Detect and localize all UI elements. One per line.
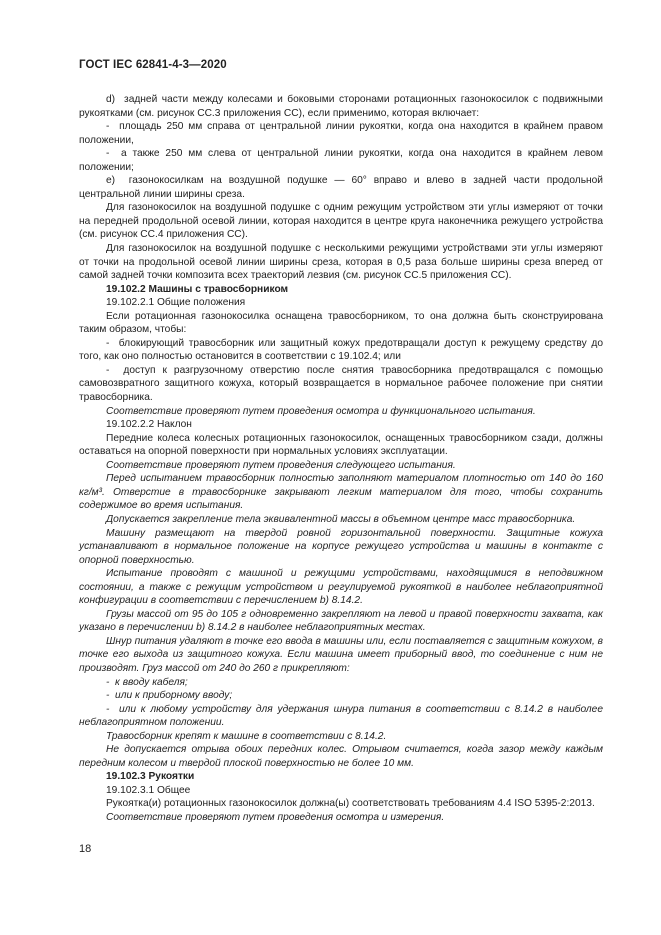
list-item: - или к приборному вводу; <box>106 690 233 702</box>
paragraph: d) задней части между колесами и боковыми сторонами ротационных газонокосилок с подвижными рукоятками (см. рисунок СС.3 приложения СС), если применимо, которая включает: <box>79 94 603 119</box>
section-heading: 19.102.3 Рукоятки <box>106 771 195 783</box>
test-paragraph: Перед испытанием травосборник полностью заполняют материалом плотностью от 140 до 160 кг/м³. Отверстие в травосборнике закрывают легким материалом для того, чтобы сохранить содержимое во время испытания. <box>79 473 603 512</box>
paragraph: Рукоятка(и) ротационных газонокосилок должна(ы) соответствовать требованиям 4.4 ISO 5395-2:2013. <box>106 798 595 810</box>
paragraph: Если ротационная газонокосилка оснащена травосборником, то она должна быть сконструирована таким образом, чтобы: <box>79 310 603 336</box>
list-item: - блокирующий травосборник или защитный кожух предотвращали доступ к режущему средству до того, как оно полностью остановится в соответствии с 19.102.4; или <box>79 337 603 363</box>
compliance-note: Соответствие проверяют путем проведения следующего испытания. <box>106 459 456 471</box>
page-number: 18 <box>79 843 92 855</box>
compliance-note: Соответствие проверяют путем проведения осмотра и измерения. <box>106 811 445 823</box>
list-item: - или к любому устройству для удержания шнура питания в соответствии с 8.14.2 в наиболее неблагоприятном положении. <box>79 703 603 729</box>
test-paragraph: Травосборник крепят к машине в соответствии с 8.14.2. <box>106 730 387 742</box>
subsection-heading: 19.102.2.1 Общие положения <box>106 297 246 309</box>
list-item: - к вводу кабеля; <box>106 676 188 688</box>
document-body <box>79 93 603 825</box>
section-heading: 19.102.2 Машины с травосборником <box>106 283 289 295</box>
paragraph: Для газонокосилок на воздушной подушке с несколькими режущими устройствами эти углы измеряют от точки на продольной осевой линии ширины среза, которая в 0,5 раза больше ширины среза вперед от самой задней точки композита всех траекторий лезвия (см. рисунок СС.5 приложения СС). <box>79 243 603 282</box>
document-header: ГОСТ IEC 62841-4-3—2020 <box>79 59 227 71</box>
compliance-note: Соответствие проверяют путем проведения осмотра и функционального испытания. <box>106 405 536 417</box>
test-paragraph: Испытание проводят с машиной и режущими устройствами, находящимися в неподвижном состоянии, а также с режущим устройством и регулируемой рукояткой в наиболее неблагоприятной конфигурации в соответствии с перечислением b) 8.14.2. <box>79 568 603 607</box>
list-item: - доступ к разгрузочному отверстию после снятия травосборника предотвращался с помощью самовозвратного защитного кожуха, который возвращается в нормальное рабочее положение при снятии травосборника. <box>79 364 603 404</box>
paragraph: е) газонокосилкам на воздушной подушке — 60° вправо и влево в задней части продольной центральной линии ширины среза. <box>79 175 603 200</box>
test-paragraph: Не допускается отрыва обоих передних колес. Отрывом считается, когда зазор между каждым передним колесом и твердой плоской поверхностью не более 10 мм. <box>79 744 603 769</box>
subsection-heading: 19.102.3.1 Общее <box>106 784 191 796</box>
list-item: - площадь 250 мм справа от центральной линии рукоятки, когда она находится в крайнем правом положении, <box>79 121 603 146</box>
paragraph: Передние колеса колесных ротационных газонокосилок, оснащенных травосборником сзади, должны оставаться на опорной поверхности при нормальных условиях эксплуатации. <box>79 432 603 458</box>
test-paragraph: Шнур питания удаляют в точке его ввода в машины или, если поставляется с защитным кожухом, в точке его выхода из защитного кожуха. Если машина имеет приборный ввод, то соединение с ним не производят. Груз массой от 240 до 260 г прикрепляют: <box>79 635 603 674</box>
list-item: - а также 250 мм слева от центральной линии рукоятки, когда она находится в крайнем левом положении; <box>79 148 603 173</box>
test-paragraph: Допускается закрепление тела эквивалентной массы в объемном центре масс травосборника. <box>106 513 576 525</box>
test-paragraph: Машину размещают на твердой ровной горизонтальной поверхности. Защитные кожуха устанавливают в нормальное положение на корпусе режущего устройства и машины в контакте с опорной поверхностью. <box>79 527 603 566</box>
paragraph: Для газонокосилок на воздушной подушке с одним режущим устройством эти углы измеряют от точки на передней продольной осевой линии, которая находится в центре круга наконечника режущего устройства (см. рисунок СС.4 приложения СС). <box>79 202 603 241</box>
test-paragraph: Грузы массой от 95 до 105 г одновременно закрепляют на левой и правой поверхности захвата, как указано в перечислении b) 8.14.2 в наиболее неблагоприятных местах. <box>79 608 603 634</box>
subsection-heading: 19.102.2.2 Наклон <box>106 419 192 431</box>
